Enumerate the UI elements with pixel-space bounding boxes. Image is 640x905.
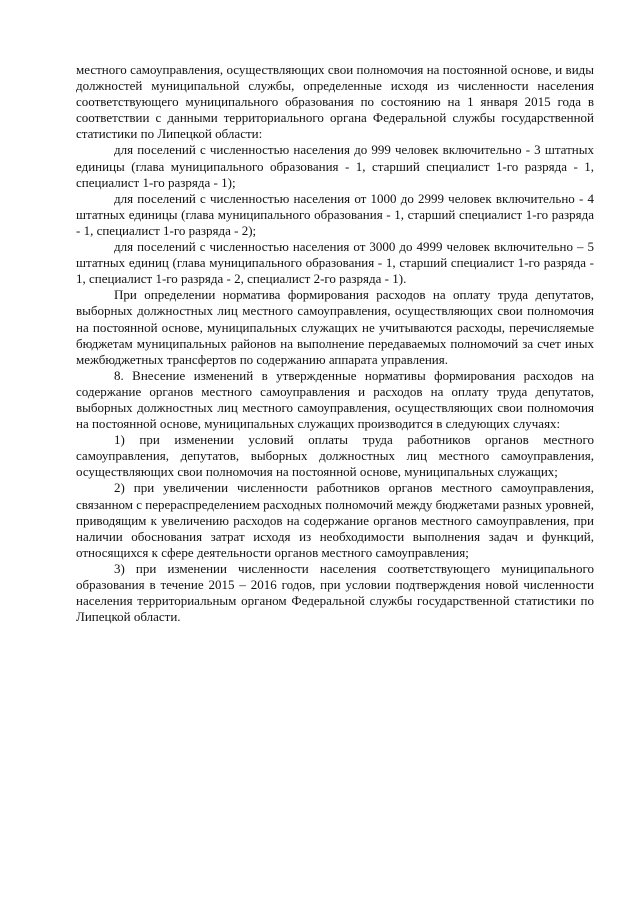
paragraph-norm-determination: При определении норматива формирования расходов на оплату труда депутатов, выборных должностных лиц местного самоуправления, осуществляющих свои полномочия на постоянной основе, муниципальных служащих не учитываются расходы, перечисляемые бюджетам муниципальных районов на выполнение передаваемых полномочий за счет иных межбюджетных трансфертов по содержанию аппарата управления. [76, 287, 594, 367]
document-body [76, 62, 594, 625]
paragraph-settlements-3000-4999: для поселений с численностью населения от 3000 до 4999 человек включительно – 5 штатных единиц (глава муниципального образования - 1, старший специалист 1-го разряда - 1, специалист 1-го разряда - 2, специалист 2-го разряда - 1). [76, 239, 594, 287]
paragraph-case-2: 2) при увеличении численности работников органов местного самоуправления, связанном с перераспределением расходных полномочий между бюджетами разных уровней, приводящим к увеличению расходов на содержание органов местного самоуправления, при наличии обоснования затрат исходя из необходимости выполнения задач и функций, относящихся к сфере деятельности органов местного самоуправления; [76, 480, 594, 560]
paragraph-item-8: 8. Внесение изменений в утвержденные нормативы формирования расходов на содержание органов местного самоуправления и расходов на оплату труда депутатов, выборных должностных лиц местного самоуправления, осуществляющих свои полномочия на постоянной основе, муниципальных служащих производится в следующих случаях: [76, 367, 594, 432]
paragraph-intro-continuation: местного самоуправления, осуществляющих свои полномочия на постоянной основе, и виды должностей муниципальной службы, определенные исходя из численности населения соответствующего муниципального образования по состоянию на 1 января 2015 года в соответствии с данными территориального органа Федеральной службы государственной статистики по Липецкой области: [76, 62, 594, 142]
paragraph-settlements-up-to-999: для поселений с численностью населения до 999 человек включительно - 3 штатных единицы (глава муниципального образования - 1, старший специалист 1-го разряда - 1, специалист 1-го разряда - 1); [76, 142, 594, 190]
paragraph-settlements-1000-2999: для поселений с численностью населения от 1000 до 2999 человек включительно - 4 штатных единицы (глава муниципального образования - 1, старший специалист 1-го разряда - 1, специалист 1-го разряда - 2); [76, 190, 594, 238]
paragraph-case-3: 3) при изменении численности населения соответствующего муниципального образования в течение 2015 – 2016 годов, при условии подтверждения новой численности населения территориальным органом Федеральной службы государственной статистики по Липецкой области. [76, 560, 594, 625]
paragraph-case-1: 1) при изменении условий оплаты труда работников органов местного самоуправления, депутатов, выборных должностных лиц местного самоуправления, осуществляющих свои полномочия на постоянной основе, муниципальных служащих; [76, 432, 594, 480]
